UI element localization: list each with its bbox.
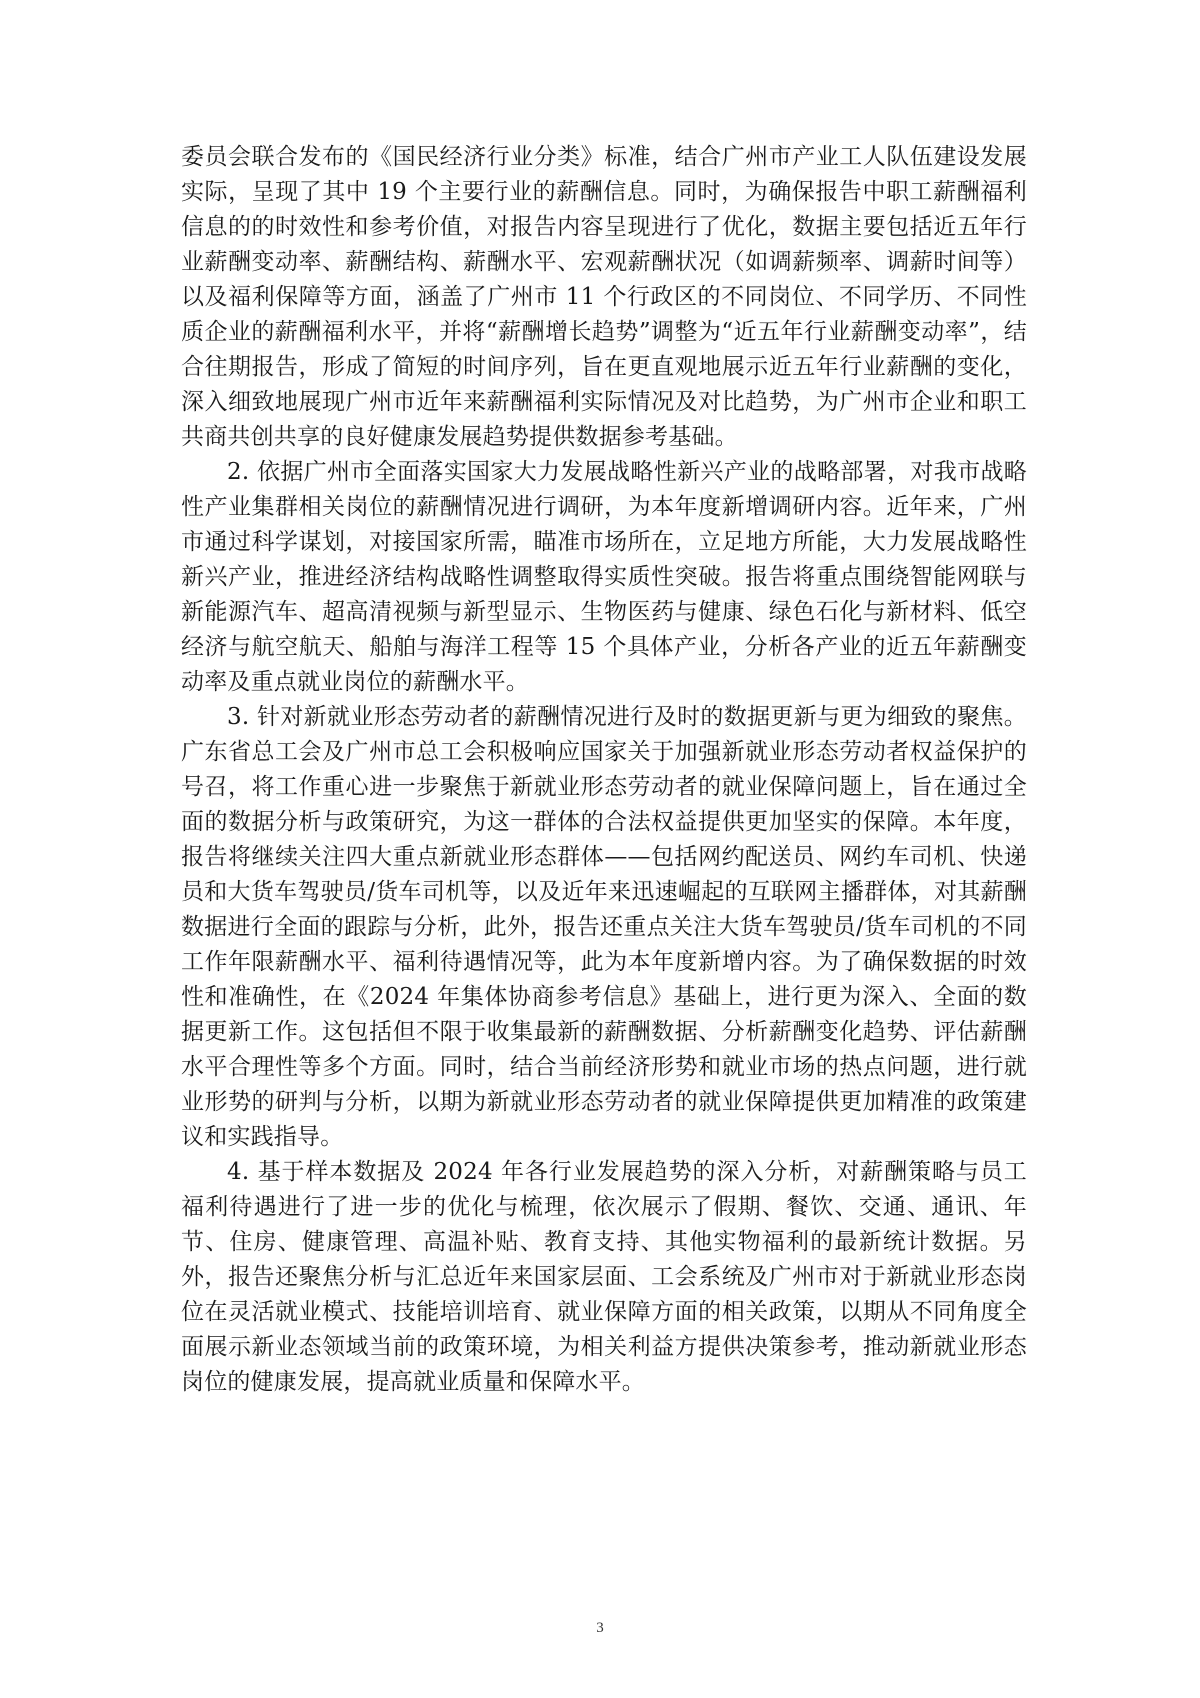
- paragraph-continuation: 委员会联合发布的《国民经济行业分类》标准，结合广州市产业工人队伍建设发展实际，呈现了其中 19 个主要行业的薪酬信息。同时，为确保报告中职工薪酬福利信息的的时效性和参考价值，对报告内容呈现进行了优化，数据主要包括近五年行业薪酬变动率、薪酬结构、薪酬水平、宏观薪酬状况（如调薪频率、调薪时间等）以及福利保障等方面，涵盖了广州市 11 个行政区的不同岗位、不同学历、不同性质企业的薪酬福利水平，并将“薪酬增长趋势”调整为“近五年行业薪酬变动率”，结合往期报告，形成了简短的时间序列，旨在更直观地展示近五年行业薪酬的变化，深入细致地展现广州市近年来薪酬福利实际情况及对比趋势，为广州市企业和职工共商共创共享的良好健康发展趋势提供数据参考基础。: [181, 144, 1027, 450]
- page-number: 3: [596, 1620, 604, 1636]
- paragraph-item-4: 4. 基于样本数据及 2024 年各行业发展趋势的深入分析，对薪酬策略与员工福利待遇进行了进一步的优化与梳理，依次展示了假期、餐饮、交通、通讯、年节、住房、健康管理、高温补贴、教育支持、其他实物福利的最新统计数据。另外，报告还聚焦分析与汇总近年来国家层面、工会系统及广州市对于新就业形态岗位在灵活就业模式、技能培训培育、就业保障方面的相关政策，以期从不同角度全面展示新业态领域当前的政策环境，为相关利益方提供决策参考，推动新就业形态岗位的健康发展，提高就业质量和保障水平。: [181, 1159, 1027, 1395]
- paragraph-item-2: 2. 依据广州市全面落实国家大力发展战略性新兴产业的战略部署，对我市战略性产业集群相关岗位的薪酬情况进行调研，为本年度新增调研内容。近年来，广州市通过科学谋划，对接国家所需，瞄准市场所在，立足地方所能，大力发展战略性新兴产业，推进经济结构战略性调整取得实质性突破。报告将重点围绕智能网联与新能源汽车、超高清视频与新型显示、生物医药与健康、绿色石化与新材料、低空经济与航空航天、船舶与海洋工程等 15 个具体产业，分析各产业的近五年薪酬变动率及重点就业岗位的薪酬水平。: [181, 459, 1027, 695]
- paragraph-item-3: 3. 针对新就业形态劳动者的薪酬情况进行及时的数据更新与更为细致的聚焦。广东省总工会及广州市总工会积极响应国家关于加强新就业形态劳动者权益保护的号召，将工作重心进一步聚焦于新就业形态劳动者的就业保障问题上，旨在通过全面的数据分析与政策研究，为这一群体的合法权益提供更加坚实的保障。本年度，报告将继续关注四大重点新就业形态群体——包括网约配送员、网约车司机、快递员和大货车驾驶员/货车司机等，以及近年来迅速崛起的互联网主播群体，对其薪酬数据进行全面的跟踪与分析，此外，报告还重点关注大货车驾驶员/货车司机的不同工作年限薪酬水平、福利待遇情况等，此为本年度新增内容。为了确保数据的时效性和准确性，在《2024 年集体协商参考信息》基础上，进行更为深入、全面的数据更新工作。这包括但不限于收集最新的薪酬数据、分析薪酬变化趋势、评估薪酬水平合理性等多个方面。同时，结合当前经济形势和就业市场的热点问题，进行就业形势的研判与分析，以期为新就业形态劳动者的就业保障提供更加精准的政策建议和实践指导。: [181, 704, 1027, 1150]
- body-text: [181, 140, 1027, 1400]
